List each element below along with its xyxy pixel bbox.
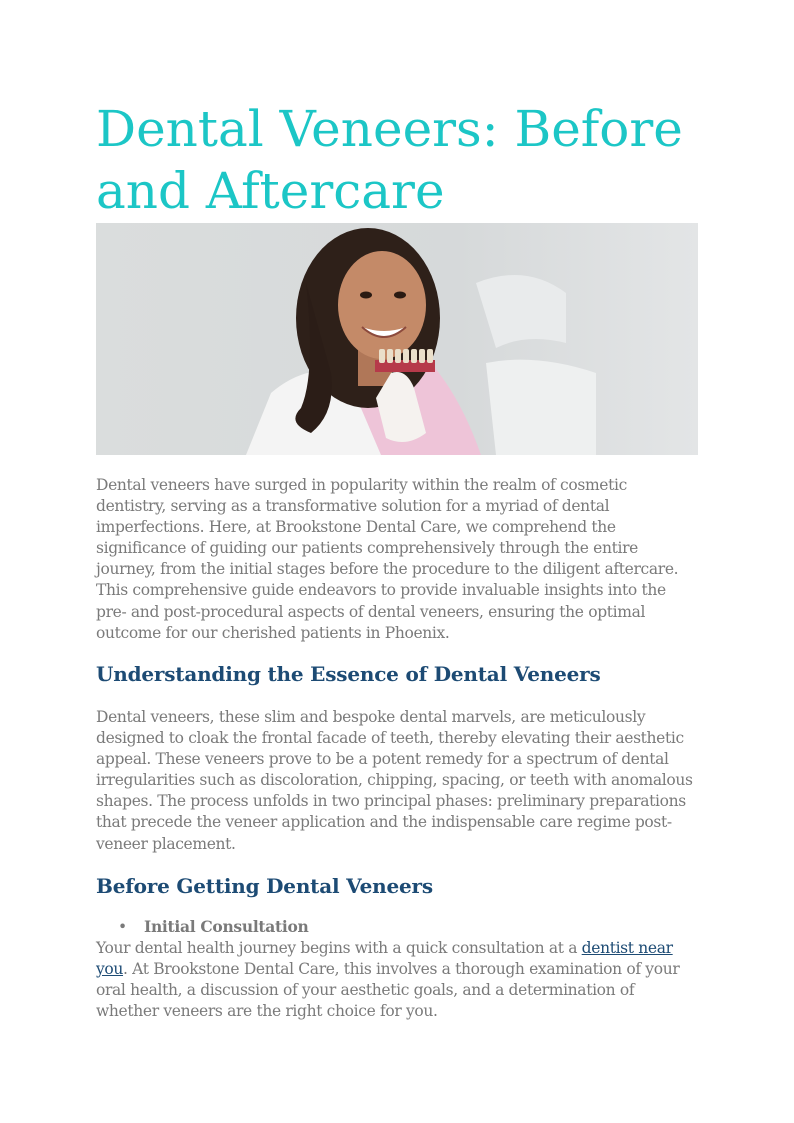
section1-paragraph: Dental veneers, these slim and bespoke dental marvels, are meticulously designed to cloak the frontal facade of teeth, thereby elevating their aesthetic appeal. These veneers prove to be a potent remedy for a spectrum of dental irregularities such as discoloration, chipping, spacing, or teeth with anomalous shapes. The process unfolds in two principal phases: preliminary preparations that precede the veneer application and the indispensable care regime post-veneer placement.: [96, 708, 693, 853]
bullet-label: Initial Consultation: [144, 917, 309, 936]
section-heading-understanding: Understanding the Essence of Dental Veneers: [96, 662, 601, 686]
section2-text-after-link: . At Brookstone Dental Care, this involves a thorough examination of your oral health, a discussion of your aesthetic goals, and a determination of whether veneers are the right choice for you.: [96, 960, 680, 1021]
section2-paragraph: [96, 938, 696, 1022]
bullet-icon: •: [118, 918, 127, 936]
hero-image: [96, 223, 698, 455]
section-heading-before: Before Getting Dental Veneers: [96, 874, 433, 898]
woman-veneer-photo-icon: [96, 223, 698, 455]
section2-text-before-link: Your dental health journey begins with a quick consultation at a: [96, 939, 582, 957]
page-title: Dental Veneers: Before and Aftercare: [96, 100, 683, 220]
bullet-list-item: [118, 916, 308, 938]
intro-paragraph: Dental veneers have surged in popularity within the realm of cosmetic dentistry, serving as a transformative solution for a myriad of dental imperfections. Here, at Brookstone Dental Care, we comprehend the significance of guiding our patients comprehensively through the entire journey, from the initial stages before the procedure to the diligent aftercare. This comprehensive guide endeavors to provide invaluable insights into the pre- and post-procedural aspects of dental veneers, ensuring the optimal outcome for our cherished patients in Phoenix.: [96, 476, 679, 642]
dentist-near-you-link[interactable]: dentist near you: [96, 939, 673, 979]
